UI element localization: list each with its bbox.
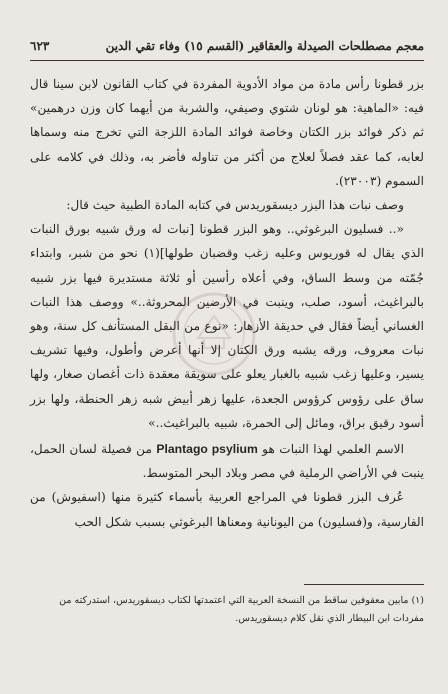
footnote-1: (١) مابين معقوفين ساقط من النسخة العربية التي اعتمدتها لكتاب ديسقوريدس، استدركته من مفردات ابن البيطار الذي نقل كلام ديسقوريدس. bbox=[59, 595, 424, 624]
footnote-separator bbox=[304, 584, 424, 585]
page-number: ٦٢٣ bbox=[30, 39, 50, 53]
running-header bbox=[30, 36, 424, 56]
quote-paragraph: «.. فسليون البرغوثي.. وهو البزر قطونا [نبات له ورق شبيه بورق النبات الذي يقال له قوريوس وعليه زغب وقضبان طولها](١) نحو من شبر، وابتداء جُمّته من وسط الساق، وفي أعلاه رأسين أو ثلاثة مستديرة فيها بزر شبيه بالبراغيث، أسود، صلب، وينبت في الأرضين المحروثة..» ووصف هذا النبات الغساني أيضاً فقال في حديقة الأزهار: «نوع من البقل المستأنف كل سنة، وهو نبات معروف، ورقه يشبه ورق الكتان إلا أنها أعرض وأطول، وفيها تشريف يسير، وعليها زغب شبيه بالغبار يعلو على سويقة معقدة ذات أغصان صغار، ولها ساق على رؤوس كرؤوس الجعدة، عليها زهر أبيض شبه زهر الحنطة، ولها بزر أسود رقيق براق، ومائل إلى الحمرة، شبيه بالبراغيث..» bbox=[30, 222, 425, 430]
scientific-name-intro: الاسم العلمي لهذا النبات هو bbox=[262, 442, 405, 457]
scientific-name: Plantago psylium bbox=[156, 442, 258, 457]
scientific-name-rest: من فصيلة لسان الحمل، ينبت في الأراضي الرملية في مصر وبلاد البحر المتوسط. bbox=[30, 442, 424, 481]
paragraph-1: بزر قطونا رأس مادة من مواد الأدوية المفردة في كتاب القانون لابن سينا قال فيه: «الماهية: هو لونان شتوي وصيفي، والشربة من أيهما كان وزن درهمين» ثم ذكر فوائد بزر الكتان وخاصة فوائد المادة اللزجة التي تخرج منه وسماها لعابه، كما عقد فصلاً لعلاج من أكثر من تناوله فأضر به، وذلك في كلامه على السموم (٢٣٠٠٣). bbox=[30, 77, 424, 188]
paragraph-names: عُرف البزر قطونا في المراجع العربية بأسماء كثيرة منها (اسفيوش) من الفارسية، و(فسليون) من اليونانية ومعناها البرغوثي بسبب شكل الحب bbox=[30, 490, 424, 529]
running-title: معجم مصطلحات الصيدلة والعقاقير (القسم ١٥) وفاء تقي الدين bbox=[105, 39, 424, 53]
header-divider bbox=[30, 60, 424, 61]
paragraph-scientific-name bbox=[30, 437, 424, 485]
main-text bbox=[30, 72, 424, 534]
footnotes bbox=[30, 592, 424, 628]
paragraph-2: وصف نبات هذا البزر ديسقوريدس في كتابه المادة الطبية حيث قال: bbox=[66, 198, 404, 213]
